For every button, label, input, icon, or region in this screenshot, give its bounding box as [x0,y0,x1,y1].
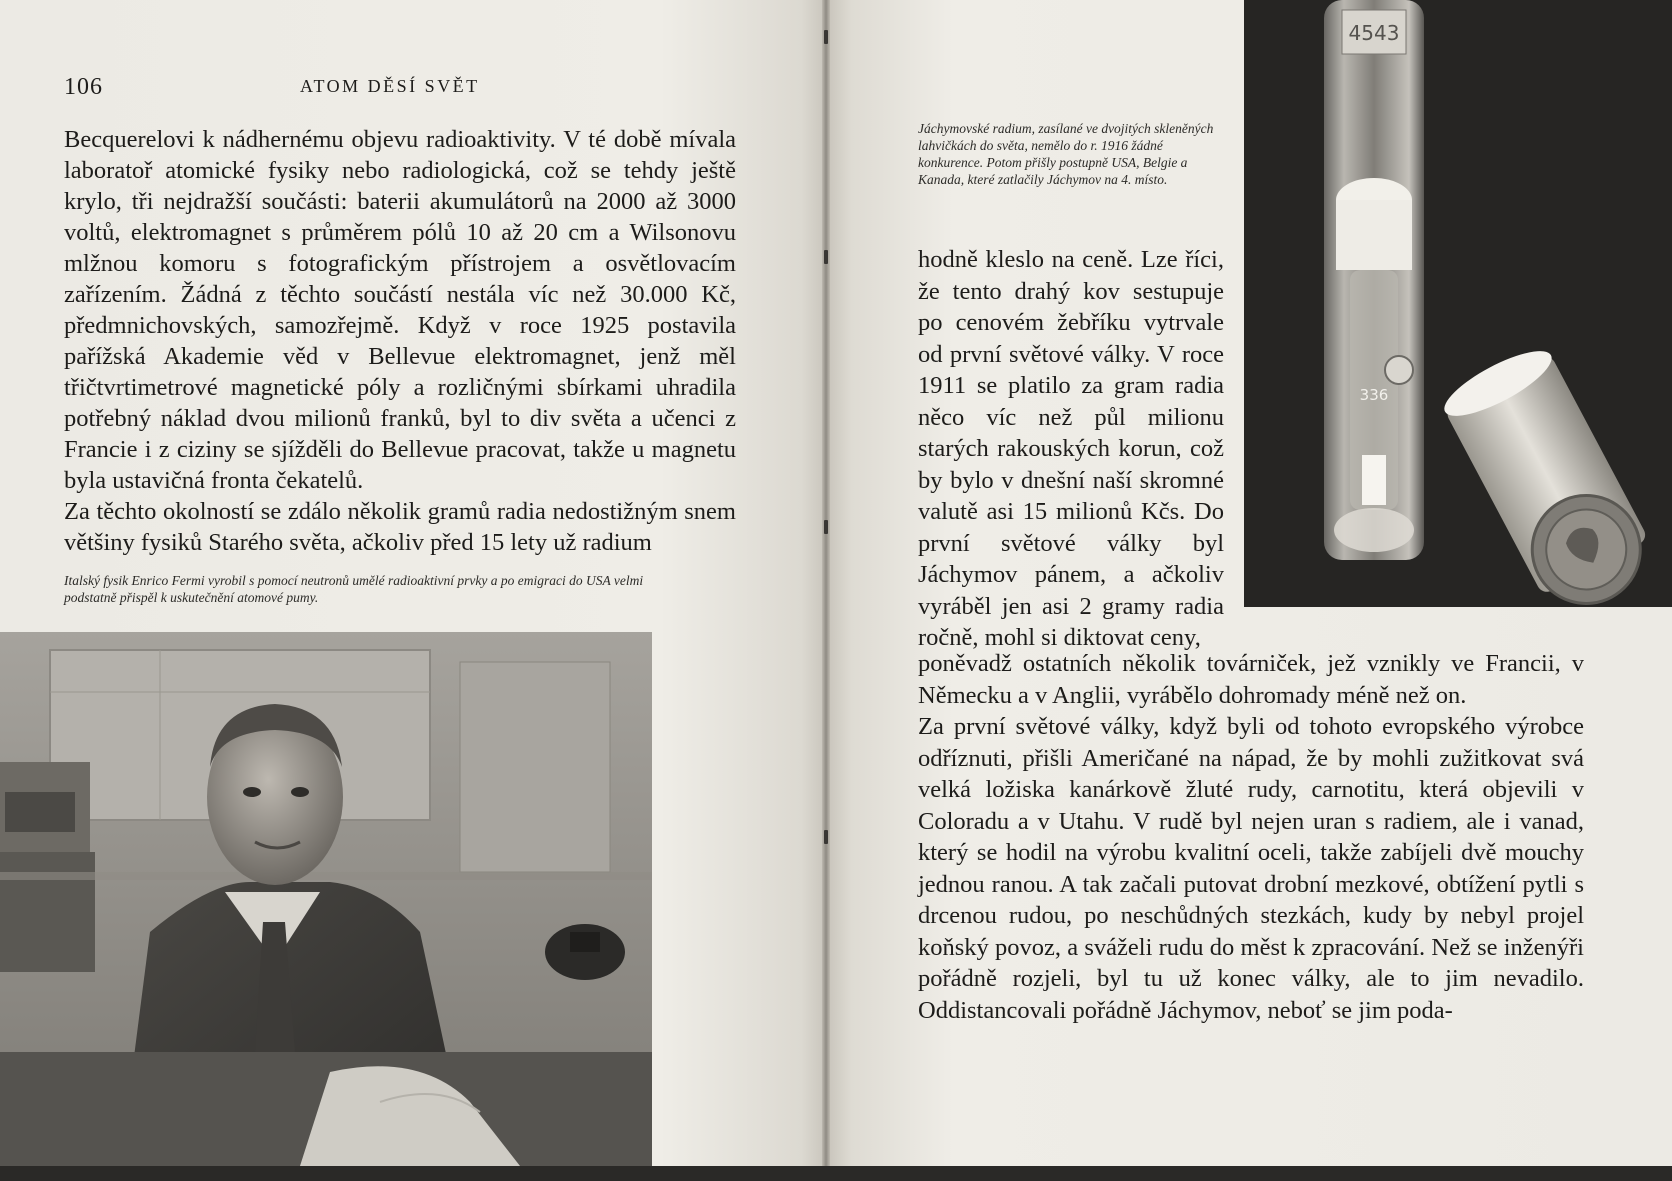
paragraph: Becquerelovi k nádhernému objevu radioaktivity. V té době mívala laboratoř atomické fysiky nebo radiologická, což se tehdy ještě krylo, tři nejdražší součásti: baterii akumulátorů na 2000 až 3000 voltů, elektromagnet s průměrem pólů 10 až 20 cm a Wilsonovu mlžnou komoru s fotografickým přístrojem a osvětlovacím zařízením. Žádná z těchto součástí nestála víc než 30.000 Kč, předmnichovských, samozřejmě. Když v roce 1925 postavila pařížská Akademie věd v Bellevue elektromagnet, jenž měl třičtvrtimetrové magnetické póly a rozličnými sbírkami uhradila potřebný náklad dvou milionů franků, byl to div světa a učenci z Francie i z ciziny se sjížděli do Bellevue pracovat, takže u magnetu byla ustavičná fronta čekatelů. [64,126,736,494]
right-narrow-text: hodně kleslo na ceně. Lze říci, že tento drahý kov sestupuje po cenovém žebříku vytrvale od první světové války. V roce 1911 se platilo za gram radia něco víc než půl milionu starých rakouských korun, což by bylo v dnešní naší skromné valutě asi 15 milionů Kčs. Do první světové války byl Jáchymov pánem, a ačkoliv vyráběl jen asi 2 gramy radia ročně, mohl si diktovat ceny, [918,246,1224,651]
paragraph: Za těchto okolností se zdálo několik gramů radia nedostižným snem většiny fysiků Starého světa, ačkoliv před 15 lety už radium [64,498,736,556]
fermi-portrait-illustration [0,632,652,1166]
fermi-photo-caption: Italský fysik Enrico Fermi vyrobil s pomocí neutronů umělé radioaktivní prvky a po emigraci do USA velmi podstatně přispěl k uskutečnění atomové pumy. [64,573,644,605]
paragraph: poněvadž ostatních několik továrniček, jež vznikly ve Francii, v Německu a v Anglii, vyrábělo dohromady méně než on. [918,650,1584,709]
binding-stitch [824,830,828,844]
binding-stitch [824,520,828,534]
binding-stitch [824,250,828,264]
radium-vials-photograph [1244,0,1672,607]
page-number: 106 [64,74,103,100]
running-head: ATOM DĚSÍ SVĚT [300,76,480,96]
book-gutter [822,0,830,1181]
tube-number-label: 4543 [1348,21,1400,45]
binding-stitch [824,30,828,44]
book-bottom-edge [0,1166,1672,1181]
fermi-photograph [0,632,652,1166]
right-body-text [918,648,1584,1026]
paragraph: Za první světové války, když byli od tohoto evropského výrobce odříznuti, přišli Američané na nápad, že by mohli zužitkovat svá velká ložiska kanárkově žluté rudy, carnotitu, která objevili v Coloradu a v Utahu. V rudě byl nejen uran s radiem, ale i vanad, který se hodil na výrobu kvalitní oceli, takže zabíjeli dvě mouchy jednou ranou. A tak začali putovat drobní mezkové, obtížení pytli s drcenou rudou, po neschůdných stezkách, kudy by nebyl projel koňský povoz, a sváželi rudu do měst k zpracování. Než se inženýři pořádně rozjeli, byl tu už konec války, ale to jim nevadilo. Oddistancovali pořádně Jáchymov, neboť se jim poda- [918,713,1584,1024]
vial-number-label: 336 [1359,386,1389,404]
radium-photo-caption: Jáchymovské radium, zasílané ve dvojitých skleněných lahvičkách do světa, nemělo do r. 1916 žádné konkurence. Potom přišly postupně USA, Belgie a Kanada, které zatlačily Jáchymov na 4. místo. [918,121,1214,187]
radium-vials-illustration [1244,0,1672,607]
left-body-text [64,124,736,558]
